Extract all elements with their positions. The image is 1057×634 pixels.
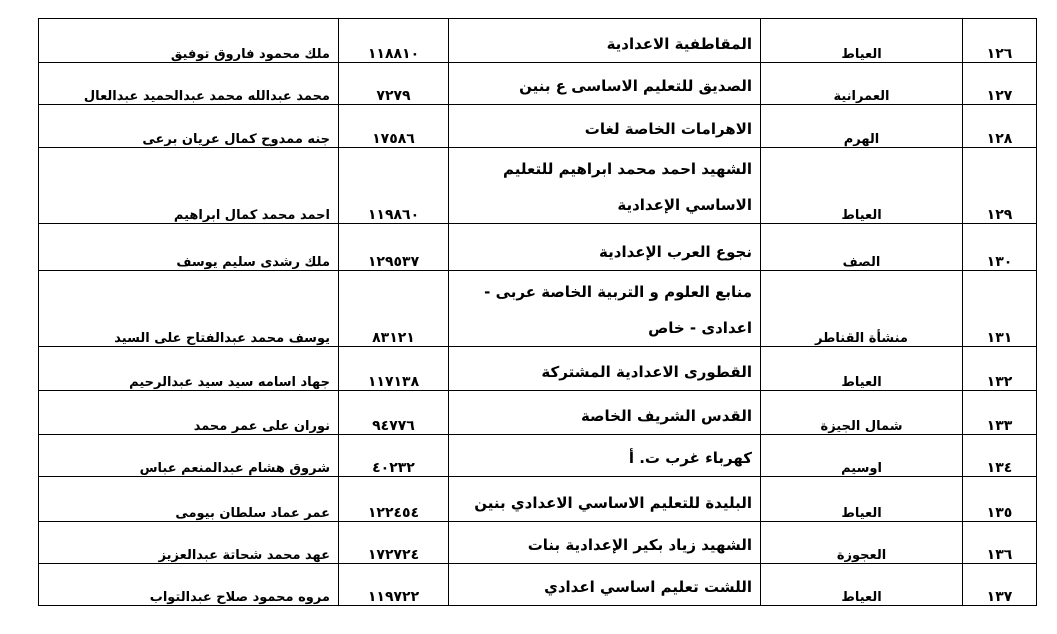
row-number-cell: ١٢٩ xyxy=(963,148,1037,224)
district-cell: شمال الجيزة xyxy=(761,391,963,435)
student-name-cell: محمد عبدالله محمد عبدالحميد عبدالعال xyxy=(39,63,339,105)
district-cell: العياط xyxy=(761,19,963,63)
code-cell: ١١٩٧٢٢ xyxy=(339,564,449,606)
code-cell: ١٧٥٨٦ xyxy=(339,105,449,148)
row-number-cell: ١٣٥ xyxy=(963,477,1037,522)
row-number-cell: ١٣٧ xyxy=(963,564,1037,606)
table-row xyxy=(39,391,1037,435)
row-number-cell: ١٣٤ xyxy=(963,435,1037,477)
student-name-cell: عهد محمد شحاتة عبدالعزيز xyxy=(39,522,339,564)
school-line: الشهيد احمد محمد ابراهيم للتعليم xyxy=(503,160,752,178)
school-line: كهرباء غرب ت. أ xyxy=(628,449,752,467)
school-cell xyxy=(449,435,761,477)
school-line: اللشت تعليم اساسي اعدادي xyxy=(544,578,752,596)
row-number-cell: ١٣٣ xyxy=(963,391,1037,435)
table-row xyxy=(39,435,1037,477)
student-name-cell: شروق هشام عبدالمنعم عباس xyxy=(39,435,339,477)
row-number-cell: ١٣٦ xyxy=(963,522,1037,564)
school-line: القطورى الاعدادية المشتركة xyxy=(541,363,752,381)
table-row xyxy=(39,271,1037,347)
code-cell: ١١٨٨١٠ xyxy=(339,19,449,63)
student-name-cell: جهاد اسامه سيد سيد عبدالرحيم xyxy=(39,347,339,391)
student-name-cell: ملك محمود فاروق توفيق xyxy=(39,19,339,63)
school-line: الشهيد زياد بكير الإعدادية بنات xyxy=(527,536,752,554)
school-cell xyxy=(449,105,761,148)
records-table-body xyxy=(39,19,1037,606)
row-number-cell: ١٢٧ xyxy=(963,63,1037,105)
school-line: اعدادى - خاص xyxy=(648,319,752,337)
district-cell: العمرانية xyxy=(761,63,963,105)
district-cell: الصف xyxy=(761,224,963,271)
row-number-cell: ١٣٠ xyxy=(963,224,1037,271)
school-cell xyxy=(449,477,761,522)
table-row xyxy=(39,63,1037,105)
school-cell xyxy=(449,391,761,435)
school-cell xyxy=(449,224,761,271)
row-number-cell: ١٣٢ xyxy=(963,347,1037,391)
school-line: المقاطفية الاعدادية xyxy=(606,35,752,53)
school-cell xyxy=(449,148,761,224)
district-cell: الهرم xyxy=(761,105,963,148)
school-line: القدس الشريف الخاصة xyxy=(580,407,752,425)
school-line: الاهرامات الخاصة لغات xyxy=(584,120,752,138)
code-cell: ١٢٩٥٣٧ xyxy=(339,224,449,271)
code-cell: ٨٣١٢١ xyxy=(339,271,449,347)
student-name-cell: مروه محمود صلاح عبدالتواب xyxy=(39,564,339,606)
school-line: الاساسي الإعدادية xyxy=(617,196,752,214)
table-row xyxy=(39,564,1037,606)
school-cell xyxy=(449,63,761,105)
district-cell: العياط xyxy=(761,477,963,522)
table-row xyxy=(39,19,1037,63)
code-cell: ١١٩٨٦٠ xyxy=(339,148,449,224)
row-number-cell: ١٢٦ xyxy=(963,19,1037,63)
table-row xyxy=(39,148,1037,224)
student-name-cell: عمر عماد سلطان بيومى xyxy=(39,477,339,522)
school-line: منابع العلوم و التربية الخاصة عربى - xyxy=(484,283,752,301)
school-line: نجوع العرب الإعدادية xyxy=(599,243,752,261)
district-cell: العياط xyxy=(761,564,963,606)
code-cell: ٧٢٧٩ xyxy=(339,63,449,105)
row-number-cell: ١٣١ xyxy=(963,271,1037,347)
district-cell: العياط xyxy=(761,148,963,224)
student-name-cell: جنه ممدوح كمال عريان برعى xyxy=(39,105,339,148)
school-cell xyxy=(449,522,761,564)
student-name-cell: نوران على عمر محمد xyxy=(39,391,339,435)
school-cell xyxy=(449,271,761,347)
code-cell: ١٢٢٤٥٤ xyxy=(339,477,449,522)
school-cell xyxy=(449,564,761,606)
table-row xyxy=(39,347,1037,391)
district-cell: منشأة القناطر xyxy=(761,271,963,347)
school-cell xyxy=(449,347,761,391)
table-row xyxy=(39,522,1037,564)
school-line: الصديق للتعليم الاساسى ع بنين xyxy=(519,77,752,95)
code-cell: ١٧٢٧٢٤ xyxy=(339,522,449,564)
code-cell: ١١٧١٣٨ xyxy=(339,347,449,391)
student-name-cell: احمد محمد كمال ابراهيم xyxy=(39,148,339,224)
records-table xyxy=(38,18,1037,606)
table-row xyxy=(39,477,1037,522)
table-row xyxy=(39,224,1037,271)
district-cell: اوسيم xyxy=(761,435,963,477)
code-cell: ٩٤٧٧٦ xyxy=(339,391,449,435)
district-cell: العجوزة xyxy=(761,522,963,564)
school-line: البليدة للتعليم الاساسي الاعدادي بنين xyxy=(474,494,752,512)
table-row xyxy=(39,105,1037,148)
code-cell: ٤٠٢٣٢ xyxy=(339,435,449,477)
student-name-cell: يوسف محمد عبدالفتاح على السيد xyxy=(39,271,339,347)
district-cell: العياط xyxy=(761,347,963,391)
row-number-cell: ١٢٨ xyxy=(963,105,1037,148)
student-name-cell: ملك رشدى سليم يوسف xyxy=(39,224,339,271)
school-cell xyxy=(449,19,761,63)
